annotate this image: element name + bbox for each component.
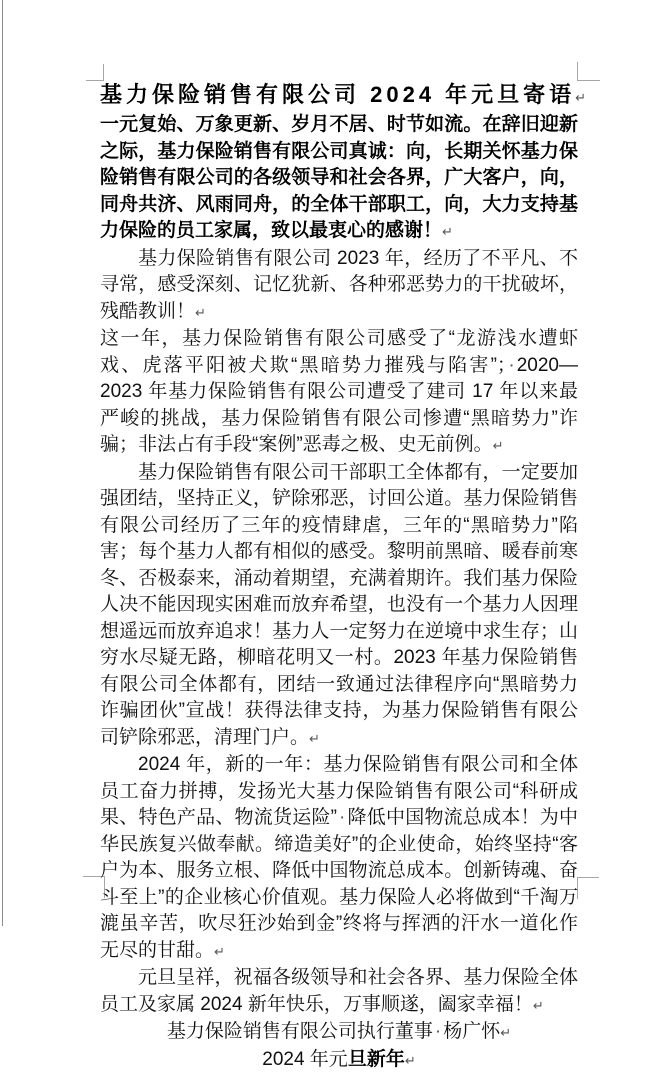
document-content [100, 80, 578, 1074]
text-run: 杨广怀 [443, 1021, 500, 1042]
paragraph-return-mark: ↵ [533, 998, 544, 1013]
paragraph-return-mark: ↵ [195, 305, 206, 320]
paragraph-return-mark: ↵ [575, 90, 586, 105]
paragraph-return-mark: ↵ [500, 1025, 511, 1040]
text-run: 基力保险销售有限公司执行董事 [167, 1021, 433, 1042]
text-run: 一元复始、万象更新、岁月不居、时节如流。在辞旧迎新之际，基力保险销售有限公司真诚：向，长期关怀基力保险销售有限公司的各级领导和社会各界，广大客户，向，同舟共济、风雨同舟，的全体干部职工，向，大力支持基力保险的员工家属，致以最衷心的感谢！ [100, 114, 578, 241]
document-title [100, 80, 578, 112]
text-run: 基力保险销售有限公司 2023 年，经历了不平凡、不寻常，感受深刻、记忆犹新、各种邪恶势力的干扰破坏，残酷教训！ [100, 248, 578, 322]
paragraph [100, 752, 578, 965]
paragraph-return-mark: ↵ [442, 224, 453, 239]
paragraph [100, 965, 578, 1019]
space-formatting-mark: · [433, 1021, 443, 1042]
text-run: 降低中国物流总成本！为中华民族复兴做奉献。缔造美好”的企业使命，始终坚持“客户为本、服务立根、降低中国物流总成本。创新铸魂、奋斗至上”的企业核心价值观。基力保险人必将做到“千淘万漉虽辛苦，吹尽狂沙始到金”终将与挥洒的汗水一道化作无尽的甘甜。 [100, 807, 578, 961]
paragraph [100, 460, 578, 753]
paragraph [100, 1047, 578, 1074]
document-body [100, 112, 578, 1074]
text-run: 这一年，基力保险销售有限公司感受了“龙游浅水遭虾戏、虎落平阳被犬欺“黑暗势力摧残与陷害”； [100, 328, 578, 376]
space-formatting-mark: · [506, 355, 516, 376]
text-run: 2024 年，新的一年：基力保险销售有限公司和全体员工奋力拼搏，发扬光大基力保险销售有限公司“科研成果、特色产品、物流货运险” [100, 754, 578, 828]
text-boundary-mark-top-right [577, 62, 600, 81]
paragraph [100, 1019, 578, 1047]
space-formatting-mark: · [337, 807, 347, 828]
text-run: 基力保险销售有限公司干部职工全体都有，一定要加强团结，坚持正义，铲除邪恶，讨回公道。基力保险销售有限公司经历了三年的疫情肆虐，三年的“黑暗势力”陷害；每个基力人都有相似的感受。黎明前黑暗、暖春前寒冬、否极泰来，涌动着期望，充满着期许。我们基力保险人决不能因现实困难而放弃希望，也没有一个基力人因理想遥远而放弃追求！基力人一定努力在逆境中求生存；山穷水尽疑无路，柳暗花明又一村。2023 年基力保险销售有限公司全体都有，团结一致通过法律程序向“黑暗势力诈骗团伙”宣战！获得法律支持，为基力保险销售有限公司铲除邪恶，清理门户。 [100, 462, 578, 748]
text-run: 2024 年元 [262, 1049, 348, 1070]
paragraph-return-mark: ↵ [405, 1053, 416, 1068]
paragraph-return-mark: ↵ [309, 731, 320, 746]
text-run: 2020—2023 年基力保险销售有限公司遭受了建司 17 年以来最严峻的挑战，基力保险销售有限公司惨遭“黑暗势力”诈骗；非法占有手段“案例”恶毒之极、史无前例。 [100, 355, 578, 456]
paragraph [100, 326, 578, 460]
text-run: 元旦呈祥，祝福各级领导和社会各界、基力保险全体员工及家属 2024 新年快乐，万事顺遂，阖家幸福！ [100, 967, 578, 1015]
page-edge-left [2, 0, 3, 926]
title-text: 基力保险销售有限公司 2024 年元旦寄语 [100, 82, 575, 107]
paragraph [100, 246, 578, 327]
paragraph-return-mark: ↵ [493, 438, 504, 453]
text-boundary-mark-top-left [86, 64, 104, 81]
paragraph-return-mark: ↵ [214, 944, 225, 959]
text-boundary-mark-bottom-right [577, 877, 599, 899]
paragraph [100, 112, 578, 246]
text-run: 旦新年 [348, 1049, 405, 1070]
